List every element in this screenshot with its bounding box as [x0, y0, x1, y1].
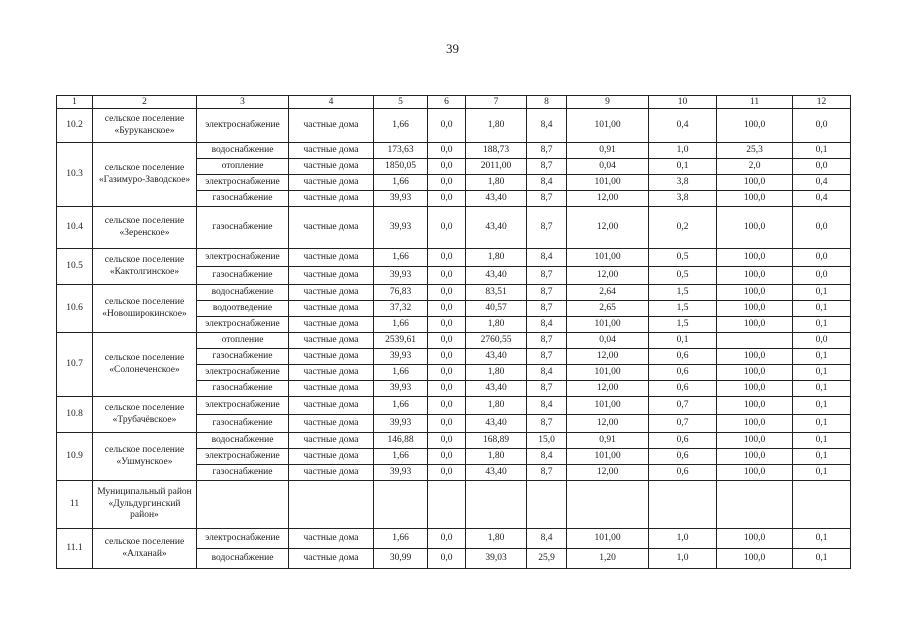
service-cell: электроснабжение: [197, 365, 289, 381]
value-cell: 100,0: [717, 191, 793, 207]
housing-type-cell: частные дома: [289, 349, 374, 365]
percent-cell: 8,7: [527, 415, 567, 433]
header-cell: 8: [527, 96, 567, 109]
housing-type-cell: частные дома: [289, 549, 374, 569]
settlement-cell: сельское поселение «Алханай»: [93, 529, 197, 569]
value-cell: 1,80: [466, 365, 527, 381]
value-cell: [717, 481, 793, 529]
percent-cell: 8,7: [527, 207, 567, 249]
value-cell: [374, 481, 428, 529]
value-cell: 43,40: [466, 207, 527, 249]
value-cell: 1,0: [649, 529, 717, 549]
value-cell: 1,66: [374, 109, 428, 143]
value-cell: 0,6: [649, 465, 717, 481]
header-cell: 12: [793, 96, 851, 109]
value-cell: 39,93: [374, 207, 428, 249]
service-cell: электроснабжение: [197, 397, 289, 415]
value-cell: 101,00: [567, 397, 649, 415]
value-cell: 30,99: [374, 549, 428, 569]
value-cell: 0,0: [428, 267, 466, 285]
value-cell: 1,66: [374, 175, 428, 191]
value-cell: 12,00: [567, 381, 649, 397]
service-cell: газоснабжение: [197, 415, 289, 433]
value-cell: 0,1: [793, 365, 851, 381]
value-cell: 83,51: [466, 285, 527, 301]
value-cell: 0,1: [793, 415, 851, 433]
value-cell: 0,6: [649, 433, 717, 449]
value-cell: 101,00: [567, 249, 649, 267]
value-cell: 2539,61: [374, 333, 428, 349]
value-cell: 25,3: [717, 143, 793, 159]
value-cell: 0,1: [649, 333, 717, 349]
housing-type-cell: частные дома: [289, 333, 374, 349]
percent-cell: 8,4: [527, 365, 567, 381]
value-cell: 0,1: [793, 465, 851, 481]
value-cell: 0,0: [428, 433, 466, 449]
percent-cell: 8,7: [527, 349, 567, 365]
value-cell: 0,0: [793, 333, 851, 349]
service-cell: водоснабжение: [197, 285, 289, 301]
value-cell: 101,00: [567, 449, 649, 465]
value-cell: 0,1: [793, 549, 851, 569]
value-cell: 39,93: [374, 381, 428, 397]
table-row: [57, 433, 851, 449]
value-cell: 0,0: [793, 207, 851, 249]
housing-type-cell: частные дома: [289, 365, 374, 381]
header-cell: 5: [374, 96, 428, 109]
value-cell: 1,66: [374, 449, 428, 465]
value-cell: 39,93: [374, 465, 428, 481]
percent-cell: 8,4: [527, 109, 567, 143]
value-cell: 0,6: [649, 449, 717, 465]
settlement-cell: сельское поселение «Солонеченское»: [93, 333, 197, 397]
value-cell: 0,0: [428, 317, 466, 333]
service-cell: [197, 481, 289, 529]
percent-cell: 8,7: [527, 143, 567, 159]
value-cell: 168,89: [466, 433, 527, 449]
value-cell: 1,80: [466, 249, 527, 267]
value-cell: 100,0: [717, 529, 793, 549]
value-cell: 0,0: [428, 349, 466, 365]
value-cell: 0,0: [428, 249, 466, 267]
row-number-cell: 10.4: [57, 207, 93, 249]
housing-type-cell: частные дома: [289, 143, 374, 159]
service-cell: водоснабжение: [197, 143, 289, 159]
value-cell: 1,66: [374, 249, 428, 267]
housing-type-cell: частные дома: [289, 207, 374, 249]
value-cell: 12,00: [567, 349, 649, 365]
value-cell: 0,0: [428, 191, 466, 207]
value-cell: 0,1: [793, 449, 851, 465]
value-cell: 1,80: [466, 529, 527, 549]
value-cell: 0,5: [649, 249, 717, 267]
value-cell: 0,1: [793, 381, 851, 397]
housing-type-cell: частные дома: [289, 249, 374, 267]
value-cell: 43,40: [466, 465, 527, 481]
housing-type-cell: частные дома: [289, 381, 374, 397]
housing-type-cell: частные дома: [289, 267, 374, 285]
percent-cell: 8,7: [527, 301, 567, 317]
value-cell: 100,0: [717, 349, 793, 365]
value-cell: 1,66: [374, 365, 428, 381]
value-cell: 101,00: [567, 109, 649, 143]
percent-cell: 8,7: [527, 333, 567, 349]
row-number-cell: 10.8: [57, 397, 93, 433]
housing-type-cell: частные дома: [289, 529, 374, 549]
percent-cell: 15,0: [527, 433, 567, 449]
value-cell: 0,0: [793, 159, 851, 175]
service-cell: электроснабжение: [197, 109, 289, 143]
percent-cell: 8,4: [527, 529, 567, 549]
housing-type-cell: частные дома: [289, 433, 374, 449]
value-cell: 1,80: [466, 109, 527, 143]
value-cell: 0,0: [428, 301, 466, 317]
header-cell: 11: [717, 96, 793, 109]
value-cell: 1,5: [649, 301, 717, 317]
value-cell: 39,93: [374, 349, 428, 365]
header-row: [57, 96, 851, 109]
table-row: [57, 529, 851, 549]
settlement-cell: сельское поселение «Кактолгинское»: [93, 249, 197, 285]
value-cell: 100,0: [717, 109, 793, 143]
value-cell: 0,5: [649, 267, 717, 285]
value-cell: 100,0: [717, 397, 793, 415]
row-number-cell: 10.7: [57, 333, 93, 397]
service-cell: газоснабжение: [197, 349, 289, 365]
service-cell: электроснабжение: [197, 249, 289, 267]
percent-cell: 8,4: [527, 449, 567, 465]
value-cell: 3,8: [649, 191, 717, 207]
header-cell: 1: [57, 96, 93, 109]
value-cell: 0,0: [428, 549, 466, 569]
housing-type-cell: частные дома: [289, 301, 374, 317]
value-cell: 76,83: [374, 285, 428, 301]
value-cell: 173,63: [374, 143, 428, 159]
value-cell: 0,0: [428, 143, 466, 159]
table-row: [57, 249, 851, 267]
value-cell: 100,0: [717, 301, 793, 317]
row-number-cell: 10.6: [57, 285, 93, 333]
value-cell: 1,0: [649, 549, 717, 569]
value-cell: 100,0: [717, 285, 793, 301]
table-row: [57, 333, 851, 349]
value-cell: 0,7: [649, 397, 717, 415]
service-cell: газоснабжение: [197, 207, 289, 249]
value-cell: 0,91: [567, 143, 649, 159]
value-cell: 0,4: [649, 109, 717, 143]
settlement-cell: сельское поселение «Трубачёвское»: [93, 397, 197, 433]
value-cell: 0,0: [428, 285, 466, 301]
value-cell: 0,0: [428, 109, 466, 143]
row-number-cell: 11: [57, 481, 93, 529]
percent-cell: 25,9: [527, 549, 567, 569]
value-cell: 12,00: [567, 207, 649, 249]
value-cell: 0,91: [567, 433, 649, 449]
value-cell: 0,0: [428, 415, 466, 433]
value-cell: 0,4: [793, 191, 851, 207]
settlement-cell: сельское поселение «Буруканское»: [93, 109, 197, 143]
percent-cell: 8,7: [527, 285, 567, 301]
service-cell: газоснабжение: [197, 465, 289, 481]
value-cell: 0,1: [793, 301, 851, 317]
percent-cell: [527, 481, 567, 529]
header-cell: 7: [466, 96, 527, 109]
value-cell: 40,57: [466, 301, 527, 317]
value-cell: 39,93: [374, 191, 428, 207]
row-number-cell: 10.2: [57, 109, 93, 143]
value-cell: 0,4: [793, 175, 851, 191]
value-cell: 0,0: [428, 449, 466, 465]
housing-type-cell: частные дома: [289, 191, 374, 207]
percent-cell: 8,4: [527, 249, 567, 267]
header-cell: 2: [93, 96, 197, 109]
value-cell: 100,0: [717, 317, 793, 333]
value-cell: 1,80: [466, 397, 527, 415]
value-cell: 0,0: [428, 397, 466, 415]
table-row: [57, 397, 851, 415]
page-number: 39: [446, 41, 459, 56]
value-cell: 1,20: [567, 549, 649, 569]
value-cell: 100,0: [717, 381, 793, 397]
housing-type-cell: частные дома: [289, 465, 374, 481]
value-cell: 100,0: [717, 249, 793, 267]
value-cell: [793, 481, 851, 529]
settlement-cell: сельское поселение «Зеренское»: [93, 207, 197, 249]
value-cell: 2760,55: [466, 333, 527, 349]
service-cell: водоснабжение: [197, 549, 289, 569]
value-cell: 100,0: [717, 465, 793, 481]
value-cell: 100,0: [717, 415, 793, 433]
value-cell: 1,80: [466, 175, 527, 191]
service-cell: электроснабжение: [197, 529, 289, 549]
header-cell: 4: [289, 96, 374, 109]
value-cell: 0,04: [567, 159, 649, 175]
value-cell: 2,64: [567, 285, 649, 301]
value-cell: [649, 481, 717, 529]
value-cell: 0,1: [793, 433, 851, 449]
table-row: [57, 285, 851, 301]
housing-type-cell: частные дома: [289, 397, 374, 415]
value-cell: 146,88: [374, 433, 428, 449]
value-cell: 0,1: [649, 159, 717, 175]
value-cell: 0,1: [793, 285, 851, 301]
service-cell: электроснабжение: [197, 449, 289, 465]
housing-type-cell: частные дома: [289, 109, 374, 143]
value-cell: 3,8: [649, 175, 717, 191]
housing-type-cell: частные дома: [289, 317, 374, 333]
value-cell: [567, 481, 649, 529]
value-cell: 39,93: [374, 267, 428, 285]
table-row: [57, 143, 851, 159]
value-cell: 2011,00: [466, 159, 527, 175]
value-cell: 0,0: [428, 175, 466, 191]
value-cell: 0,0: [428, 333, 466, 349]
value-cell: 0,04: [567, 333, 649, 349]
value-cell: 0,0: [428, 365, 466, 381]
value-cell: 12,00: [567, 465, 649, 481]
value-cell: 0,1: [793, 143, 851, 159]
service-cell: газоснабжение: [197, 191, 289, 207]
value-cell: 43,40: [466, 267, 527, 285]
value-cell: 0,1: [793, 397, 851, 415]
row-number-cell: 11.1: [57, 529, 93, 569]
value-cell: 0,6: [649, 381, 717, 397]
percent-cell: 8,7: [527, 159, 567, 175]
service-cell: газоснабжение: [197, 381, 289, 397]
row-number-cell: 10.3: [57, 143, 93, 207]
row-number-cell: 10.5: [57, 249, 93, 285]
value-cell: 43,40: [466, 381, 527, 397]
percent-cell: 8,7: [527, 465, 567, 481]
percent-cell: 8,7: [527, 381, 567, 397]
value-cell: 12,00: [567, 267, 649, 285]
value-cell: 43,40: [466, 415, 527, 433]
service-cell: водоотведение: [197, 301, 289, 317]
value-cell: 2,0: [717, 159, 793, 175]
settlement-cell: сельское поселение «Новоширокинское»: [93, 285, 197, 333]
service-cell: электроснабжение: [197, 175, 289, 191]
value-cell: 0,0: [428, 159, 466, 175]
value-cell: 101,00: [567, 529, 649, 549]
value-cell: 12,00: [567, 415, 649, 433]
row-number-cell: 10.9: [57, 433, 93, 481]
service-cell: отопление: [197, 159, 289, 175]
value-cell: 1850,05: [374, 159, 428, 175]
value-cell: 100,0: [717, 207, 793, 249]
value-cell: [428, 481, 466, 529]
header-cell: 3: [197, 96, 289, 109]
value-cell: 1,80: [466, 449, 527, 465]
value-cell: 1,80: [466, 317, 527, 333]
housing-type-cell: частные дома: [289, 175, 374, 191]
value-cell: 37,32: [374, 301, 428, 317]
service-cell: отопление: [197, 333, 289, 349]
value-cell: 39,03: [466, 549, 527, 569]
value-cell: 100,0: [717, 365, 793, 381]
value-cell: 0,1: [793, 349, 851, 365]
percent-cell: 8,4: [527, 397, 567, 415]
percent-cell: 8,4: [527, 317, 567, 333]
value-cell: 0,1: [793, 529, 851, 549]
value-cell: 101,00: [567, 317, 649, 333]
value-cell: 0,0: [793, 109, 851, 143]
value-cell: 0,0: [793, 267, 851, 285]
value-cell: 0,0: [428, 529, 466, 549]
value-cell: 39,93: [374, 415, 428, 433]
value-cell: [717, 333, 793, 349]
housing-type-cell: частные дома: [289, 449, 374, 465]
value-cell: 2,65: [567, 301, 649, 317]
table-row: [57, 109, 851, 143]
header-cell: 10: [649, 96, 717, 109]
value-cell: 1,66: [374, 529, 428, 549]
value-cell: 0,6: [649, 365, 717, 381]
header-cell: 6: [428, 96, 466, 109]
settlement-cell: сельское поселение «Газимуро-Заводское»: [93, 143, 197, 207]
value-cell: 1,66: [374, 317, 428, 333]
value-cell: 100,0: [717, 433, 793, 449]
housing-type-cell: [289, 481, 374, 529]
table-row: [57, 207, 851, 249]
housing-type-cell: частные дома: [289, 285, 374, 301]
value-cell: 0,7: [649, 415, 717, 433]
value-cell: 100,0: [717, 175, 793, 191]
percent-cell: 8,7: [527, 191, 567, 207]
tariff-table: [56, 95, 851, 569]
percent-cell: 8,7: [527, 267, 567, 285]
value-cell: 0,6: [649, 349, 717, 365]
value-cell: 188,73: [466, 143, 527, 159]
percent-cell: 8,4: [527, 175, 567, 191]
housing-type-cell: частные дома: [289, 415, 374, 433]
settlement-cell: сельское поселение «Ушмунское»: [93, 433, 197, 481]
value-cell: 100,0: [717, 449, 793, 465]
value-cell: 12,00: [567, 191, 649, 207]
value-cell: 0,0: [428, 465, 466, 481]
settlement-cell: Муниципальный район «Дульдургинский район»: [93, 481, 197, 529]
value-cell: 1,66: [374, 397, 428, 415]
value-cell: 0,0: [428, 381, 466, 397]
header-cell: 9: [567, 96, 649, 109]
value-cell: [466, 481, 527, 529]
value-cell: 0,2: [649, 207, 717, 249]
value-cell: 0,0: [428, 207, 466, 249]
value-cell: 43,40: [466, 349, 527, 365]
value-cell: 1,5: [649, 317, 717, 333]
housing-type-cell: частные дома: [289, 159, 374, 175]
value-cell: 100,0: [717, 267, 793, 285]
service-cell: электроснабжение: [197, 317, 289, 333]
value-cell: 101,00: [567, 175, 649, 191]
value-cell: 43,40: [466, 191, 527, 207]
value-cell: 1,5: [649, 285, 717, 301]
value-cell: 100,0: [717, 549, 793, 569]
service-cell: газоснабжение: [197, 267, 289, 285]
value-cell: 1,0: [649, 143, 717, 159]
value-cell: 0,1: [793, 317, 851, 333]
value-cell: 101,00: [567, 365, 649, 381]
service-cell: водоснабжение: [197, 433, 289, 449]
table-row: [57, 481, 851, 529]
value-cell: 0,0: [793, 249, 851, 267]
